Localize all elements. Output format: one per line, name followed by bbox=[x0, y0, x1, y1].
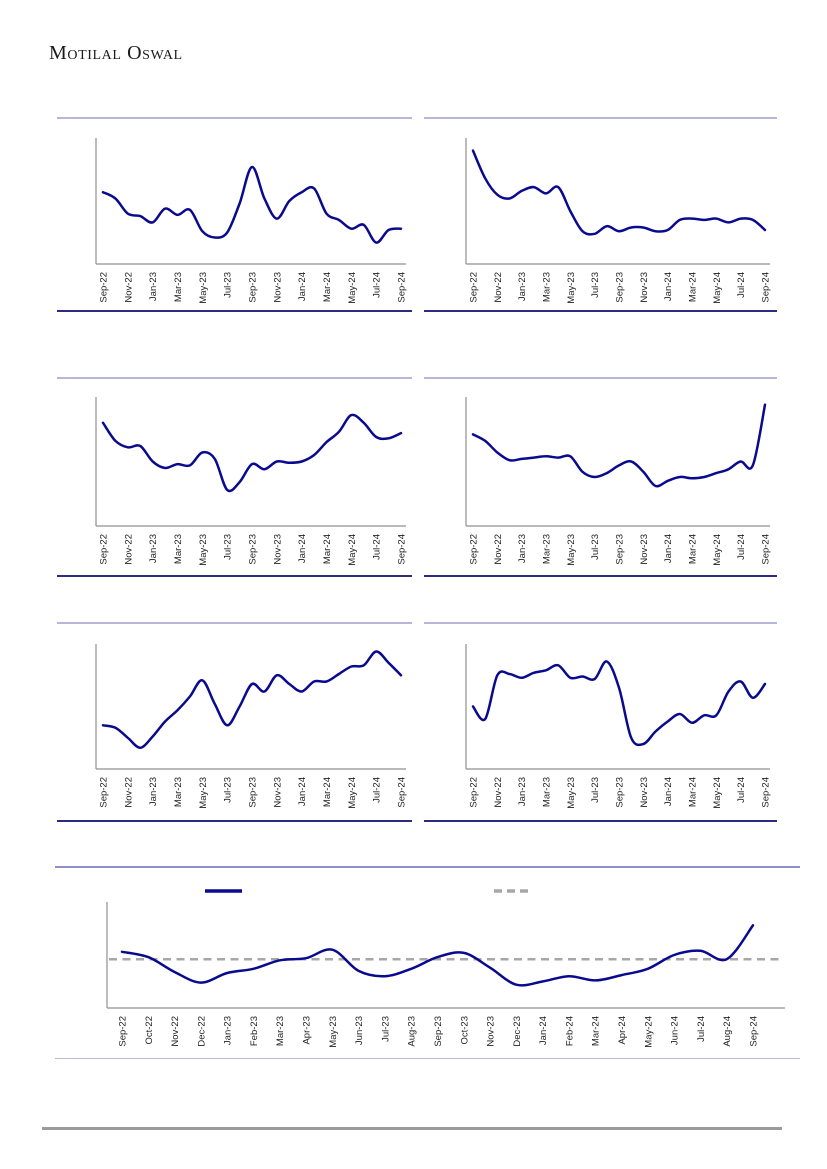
x-tick-label: Jun-24 bbox=[669, 1016, 681, 1046]
x-tick-label: Feb-24 bbox=[564, 1016, 576, 1047]
x-tick-label: Mar-24 bbox=[687, 534, 699, 565]
x-tick-label: Mar-23 bbox=[541, 534, 553, 565]
x-tick-label: Apr-23 bbox=[301, 1016, 313, 1045]
x-tick-label: Mar-24 bbox=[687, 777, 699, 808]
x-tick-label: Nov-22 bbox=[123, 272, 135, 303]
x-tick-label: May-24 bbox=[346, 777, 358, 809]
x-tick-label: Jan-24 bbox=[663, 777, 675, 807]
x-tick-label: Jan-23 bbox=[148, 777, 160, 807]
series-line bbox=[473, 405, 765, 487]
x-tick-label: Jul-24 bbox=[371, 272, 383, 298]
x-tick-label: Sep-24 bbox=[760, 272, 772, 303]
chart-6-canvas bbox=[424, 624, 777, 821]
series-line bbox=[103, 651, 401, 747]
x-tick-label: Sep-23 bbox=[614, 777, 626, 808]
x-tick-label: Sep-23 bbox=[247, 272, 259, 303]
series-line bbox=[103, 415, 401, 491]
x-tick-label: Sep-24 bbox=[748, 1016, 760, 1047]
x-tick-label: Jul-23 bbox=[590, 534, 602, 560]
series-line bbox=[473, 661, 765, 745]
x-tick-label: Jul-23 bbox=[380, 1016, 392, 1042]
x-tick-label: May-23 bbox=[197, 272, 209, 304]
x-tick-label: Nov-22 bbox=[123, 534, 135, 565]
x-tick-label: Sep-22 bbox=[98, 777, 110, 808]
x-tick-label: Jul-24 bbox=[371, 777, 383, 803]
chart-row3-left bbox=[57, 622, 412, 822]
x-tick-label: Sep-22 bbox=[117, 1016, 129, 1047]
x-tick-label: Nov-23 bbox=[272, 272, 284, 303]
x-tick-label: Jul-23 bbox=[590, 777, 602, 803]
x-tick-label: Sep-24 bbox=[760, 777, 772, 808]
chart-3-canvas bbox=[57, 379, 412, 576]
x-tick-label: Jul-24 bbox=[371, 534, 383, 560]
x-tick-label: Nov-22 bbox=[123, 777, 135, 808]
x-tick-label: Jan-23 bbox=[148, 534, 160, 564]
x-tick-label: May-24 bbox=[346, 272, 358, 304]
x-tick-label: Jan-23 bbox=[148, 272, 160, 302]
x-tick-label: Nov-23 bbox=[485, 1016, 497, 1047]
x-tick-label: Mar-24 bbox=[322, 534, 333, 565]
x-tick-label: Mar-24 bbox=[687, 272, 699, 303]
x-tick-label: May-23 bbox=[197, 777, 209, 809]
x-tick-label: Nov-23 bbox=[638, 777, 650, 808]
x-tick-label: Nov-23 bbox=[272, 777, 284, 808]
chart-row2-right bbox=[424, 377, 777, 577]
x-tick-label: Mar-23 bbox=[541, 272, 553, 303]
x-tick-label: Jan-23 bbox=[517, 777, 529, 807]
x-tick-label: Jan-24 bbox=[297, 272, 309, 302]
x-tick-label: Jun-23 bbox=[354, 1016, 366, 1046]
x-tick-label: Sep-23 bbox=[247, 777, 259, 808]
x-tick-label: Mar-23 bbox=[173, 272, 184, 303]
x-tick-label: Mar-24 bbox=[590, 1016, 602, 1047]
x-tick-label: Nov-22 bbox=[492, 777, 504, 808]
x-tick-label: May-24 bbox=[346, 534, 358, 566]
chart-row2-left bbox=[57, 377, 412, 577]
x-tick-label: May-23 bbox=[565, 777, 577, 809]
x-tick-label: Jan-24 bbox=[297, 777, 309, 807]
x-tick-label: Sep-22 bbox=[468, 534, 480, 565]
x-tick-label: Nov-22 bbox=[492, 272, 504, 303]
x-tick-label: Sep-23 bbox=[614, 534, 626, 565]
x-tick-label: Jan-23 bbox=[222, 1016, 234, 1046]
x-tick-label: Apr-24 bbox=[617, 1016, 629, 1045]
x-tick-label: Sep-23 bbox=[432, 1016, 444, 1047]
brand-logo: Motilal Oswal bbox=[49, 42, 183, 64]
x-tick-label: Aug-24 bbox=[722, 1016, 734, 1047]
x-tick-label: Sep-22 bbox=[98, 534, 110, 565]
chart-2-canvas bbox=[424, 119, 777, 311]
chart-bottom-full bbox=[55, 866, 800, 1059]
x-tick-label: Oct-22 bbox=[143, 1016, 155, 1045]
x-tick-label: May-24 bbox=[711, 534, 723, 566]
chart-7-canvas bbox=[55, 868, 800, 1058]
x-tick-label: Jul-23 bbox=[222, 534, 234, 560]
x-tick-label: Jul-24 bbox=[736, 777, 748, 803]
chart-5-canvas bbox=[57, 624, 412, 821]
x-tick-label: May-23 bbox=[565, 534, 577, 566]
x-tick-label: Sep-22 bbox=[468, 272, 480, 303]
series-line bbox=[473, 151, 765, 235]
x-tick-label: Sep-24 bbox=[396, 272, 408, 303]
x-tick-label: Sep-23 bbox=[247, 534, 259, 565]
x-tick-label: Oct-23 bbox=[459, 1016, 471, 1045]
x-tick-label: Mar-23 bbox=[275, 1016, 287, 1047]
x-tick-label: May-23 bbox=[197, 534, 209, 566]
x-tick-label: Jan-24 bbox=[297, 534, 309, 564]
x-tick-label: May-23 bbox=[565, 272, 577, 304]
x-tick-label: Jan-23 bbox=[517, 534, 529, 564]
x-tick-label: Nov-23 bbox=[638, 272, 650, 303]
x-tick-label: Sep-24 bbox=[760, 534, 772, 565]
x-tick-label: Sep-22 bbox=[98, 272, 110, 303]
x-tick-label: Nov-22 bbox=[492, 534, 504, 565]
x-tick-label: Mar-23 bbox=[173, 534, 184, 565]
x-tick-label: Sep-23 bbox=[614, 272, 626, 303]
x-tick-label: Nov-23 bbox=[638, 534, 650, 565]
x-tick-label: Mar-24 bbox=[322, 777, 333, 808]
x-tick-label: Jan-24 bbox=[663, 272, 675, 302]
x-tick-label: Mar-23 bbox=[173, 777, 184, 808]
x-tick-label: Jul-23 bbox=[222, 777, 234, 803]
x-tick-label: May-24 bbox=[711, 777, 723, 809]
x-tick-label: May-23 bbox=[327, 1016, 339, 1048]
chart-4-canvas bbox=[424, 379, 777, 576]
x-tick-label: Dec-22 bbox=[196, 1016, 208, 1047]
series-line bbox=[122, 925, 753, 985]
x-tick-label: Jul-24 bbox=[736, 534, 748, 560]
x-tick-label: Jan-24 bbox=[663, 534, 675, 564]
x-tick-label: Nov-22 bbox=[170, 1016, 182, 1047]
chart-row1-left bbox=[57, 117, 412, 312]
x-tick-label: Aug-23 bbox=[406, 1016, 418, 1047]
x-tick-label: Sep-24 bbox=[396, 777, 408, 808]
x-tick-label: Jul-24 bbox=[695, 1016, 707, 1042]
x-tick-label: Jan-23 bbox=[517, 272, 529, 302]
x-tick-label: Mar-23 bbox=[541, 777, 553, 808]
x-tick-label: May-24 bbox=[711, 272, 723, 304]
chart-1-canvas bbox=[57, 119, 412, 311]
x-tick-label: Sep-24 bbox=[396, 534, 408, 565]
footer-separator-rule bbox=[42, 1127, 782, 1130]
x-tick-label: Sep-22 bbox=[468, 777, 480, 808]
x-tick-label: Jul-23 bbox=[590, 272, 602, 298]
x-tick-label: Jan-24 bbox=[538, 1016, 550, 1046]
x-tick-label: Jul-24 bbox=[736, 272, 748, 298]
x-tick-label: Feb-23 bbox=[248, 1016, 260, 1047]
x-tick-label: Dec-23 bbox=[511, 1016, 523, 1047]
x-tick-label: Nov-23 bbox=[272, 534, 284, 565]
x-tick-label: May-24 bbox=[643, 1016, 655, 1048]
x-tick-label: Jul-23 bbox=[222, 272, 234, 298]
x-tick-label: Mar-24 bbox=[322, 272, 333, 303]
chart-row3-right bbox=[424, 622, 777, 822]
series-line bbox=[103, 167, 401, 243]
chart-row1-right bbox=[424, 117, 777, 312]
